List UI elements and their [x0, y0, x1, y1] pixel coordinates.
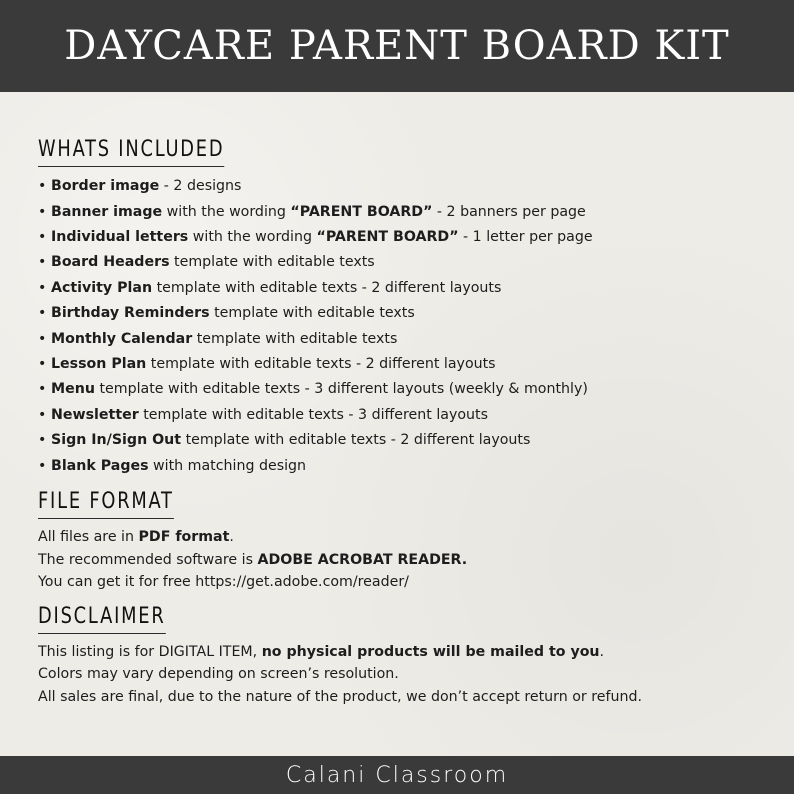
- text-run: All files are in: [38, 529, 139, 546]
- file-format-line: You can get it for free https://get.adobe.com/reader/: [38, 574, 409, 591]
- bullet-icon: •: [38, 229, 47, 245]
- item-name: Border image: [51, 178, 160, 195]
- file-format-text: [38, 526, 768, 594]
- list-item: [38, 403, 768, 428]
- file-format-line: [38, 549, 768, 572]
- footer-banner: [0, 756, 794, 794]
- item-wording: “PARENT BOARD”: [316, 229, 459, 245]
- item-wording: “PARENT BOARD”: [290, 203, 433, 220]
- header-banner: [0, 0, 794, 92]
- disclaimer-line: Colors may vary depending on screen’s resolution.: [38, 666, 399, 683]
- bullet-icon: •: [38, 305, 47, 322]
- list-item: [38, 250, 768, 275]
- list-item: [38, 377, 768, 402]
- list-item: [38, 174, 768, 199]
- brand-name: Calani Classroom: [285, 762, 509, 788]
- text-run: .: [599, 643, 605, 660]
- bullet-icon: •: [38, 178, 47, 195]
- section-title-disclaimer: DISCLAIMER: [38, 605, 166, 634]
- list-item: [38, 454, 768, 479]
- disclaimer-text: [38, 641, 768, 709]
- item-detail: with the wording: [188, 229, 317, 245]
- item-detail: - 1 letter per page: [458, 229, 593, 245]
- bullet-icon: •: [38, 432, 47, 449]
- file-format-section: [38, 490, 768, 594]
- item-detail: with the wording: [162, 203, 291, 220]
- list-item: [38, 200, 768, 225]
- section-title-whats-included: WHATS INCLUDED: [38, 138, 224, 167]
- text-run: The recommended software is: [38, 551, 258, 568]
- item-detail: template with editable texts - 2 different layouts: [181, 432, 531, 449]
- item-detail: template with editable texts: [192, 330, 398, 347]
- bullet-icon: •: [38, 330, 47, 347]
- bullet-icon: •: [38, 203, 47, 220]
- included-list: [38, 174, 768, 479]
- file-format-line: [38, 526, 768, 549]
- item-detail: template with editable texts - 2 different layouts: [152, 279, 502, 296]
- item-detail: template with editable texts - 3 different layouts: [138, 406, 489, 423]
- item-detail: with matching design: [148, 457, 307, 474]
- item-name: Individual letters: [51, 229, 189, 245]
- bullet-icon: •: [38, 457, 47, 474]
- list-item: [38, 352, 768, 377]
- bullet-icon: •: [38, 356, 47, 373]
- bullet-icon: •: [38, 254, 47, 271]
- text-run: .: [229, 529, 234, 546]
- item-name: Lesson Plan: [51, 356, 147, 373]
- item-detail: - 2 banners per page: [432, 203, 586, 220]
- bullet-icon: •: [38, 279, 47, 296]
- text-run-bold: ADOBE ACROBAT READER.: [257, 551, 468, 568]
- item-name: Activity Plan: [51, 279, 153, 296]
- list-item: [38, 327, 768, 352]
- disclaimer-section: [38, 605, 768, 709]
- item-detail: template with editable texts: [169, 254, 375, 271]
- item-name: Board Headers: [51, 254, 170, 271]
- section-title-file-format: FILE FORMAT: [38, 490, 174, 519]
- item-name: Monthly Calendar: [51, 330, 193, 347]
- item-detail: template with editable texts - 3 different layouts (weekly & monthly): [94, 381, 588, 398]
- list-item: [38, 301, 768, 326]
- content-area: [38, 138, 768, 708]
- item-name: Menu: [51, 381, 95, 398]
- item-detail: - 2 designs: [159, 178, 242, 195]
- text-run-bold: no physical products will be mailed to you: [261, 643, 600, 660]
- item-detail: template with editable texts - 2 different layouts: [146, 356, 496, 373]
- item-name: Sign In/Sign Out: [51, 432, 182, 449]
- bullet-icon: •: [38, 381, 47, 398]
- page-title: DAYCARE PARENT BOARD KIT: [64, 23, 730, 69]
- list-item: [38, 428, 768, 453]
- item-name: Banner image: [51, 203, 163, 220]
- list-item: [38, 225, 768, 250]
- bullet-icon: •: [38, 406, 47, 423]
- list-item: [38, 276, 768, 301]
- disclaimer-line: All sales are final, due to the nature of the product, we don’t accept return or refund.: [38, 688, 642, 705]
- disclaimer-line: [38, 641, 768, 664]
- text-run: This listing is for DIGITAL ITEM,: [38, 643, 262, 660]
- item-name: Birthday Reminders: [51, 305, 210, 322]
- item-name: Blank Pages: [51, 457, 149, 474]
- text-run-bold: PDF format: [138, 529, 230, 546]
- item-name: Newsletter: [51, 406, 139, 423]
- item-detail: template with editable texts: [209, 305, 415, 322]
